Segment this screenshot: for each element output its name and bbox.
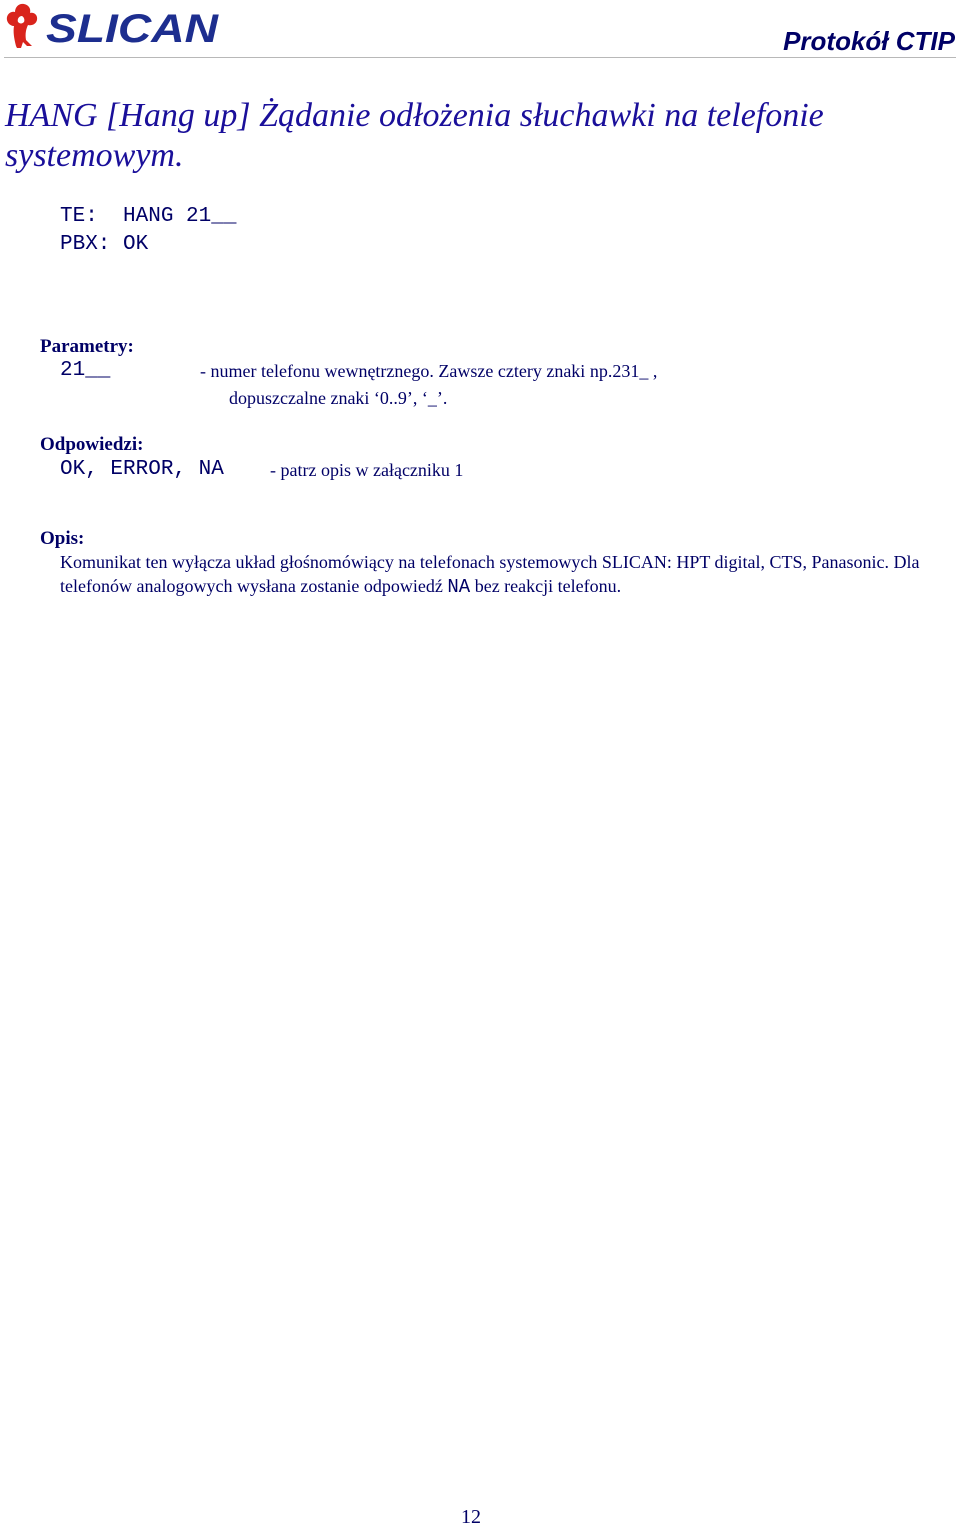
parameters-label: Parametry: [40,336,134,357]
command-heading: HANG [Hang up] Żądanie odłożenia słuchawki na telefonie systemowym. [5,97,824,174]
responses-label: Odpowiedzi: [40,434,144,455]
header-divider [4,57,956,58]
description-code-na: NA [447,576,471,598]
description-text-end: bez reakcji telefonu. [470,576,622,596]
parameter-key: 21__ [60,359,111,382]
slican-logo [4,2,220,54]
slican-logo-text: SLICAN [46,7,220,51]
description-text [60,550,920,599]
parameter-description-line2: dopuszczalne znaki ‘0..9’, ‘_’. [229,388,448,408]
exchange-pbx-line [60,232,148,258]
te-label: TE: [60,205,98,228]
te-command: HANG 21__ [123,205,237,228]
exchange-te-line [60,204,236,230]
pbx-response: OK [123,233,149,256]
document-title: Protokół CTIP [783,26,955,56]
page-header [0,0,960,60]
responses-description: - patrz opis w załączniku 1 [270,460,464,480]
responses-values: OK, ERROR, NA [60,458,224,481]
parameter-description-line1: - numer telefonu wewnętrznego. Zawsze cztery znaki np.231_ , [200,361,658,381]
page-number: 12 [461,1506,481,1528]
slican-tree-icon [7,4,37,48]
description-text-main: Komunikat ten wyłącza układ głośnomówiący na telefonach systemowych SLICAN: HPT digital, CTS, Panasonic. Dla telefonów analogowych wysłana zostanie odpowiedź [60,552,920,596]
pbx-label: PBX: [60,233,111,256]
description-label: Opis: [40,528,85,549]
